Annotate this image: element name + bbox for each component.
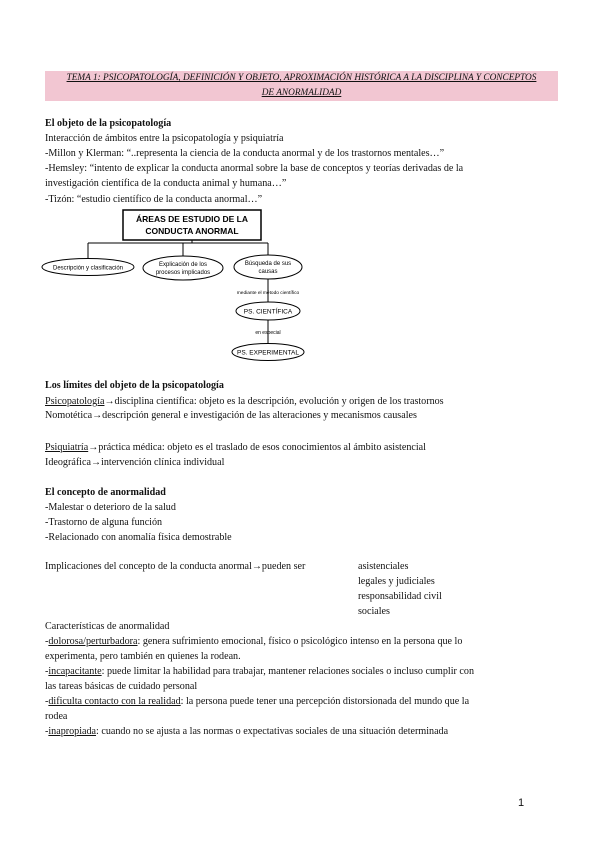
section-heading-limites: Los límites del objeto de la psicopatología (45, 380, 224, 391)
term-inapropiada: inapropiada (48, 726, 97, 737)
term-definition: : la persona puede tener una percepción distorsionada del mundo que la (180, 696, 470, 707)
text-line: experimenta, pero también en quienes la rodean. (45, 651, 241, 662)
term-dificulta-contacto: dificulta contacto con la realidad (48, 696, 181, 707)
diagram-node-explicacion (143, 256, 223, 280)
node-label: Explicación de los (158, 262, 208, 268)
diagram-title-line1: ÁREAS DE ESTUDIO DE LA (136, 214, 248, 224)
term-definition: : puede limitar la habilidad para trabajar, mantener relaciones sociales o incluso cumplir con (101, 666, 474, 677)
term-definition: : genera sufrimiento emocional, físico o psicológico intenso en la persona que lo (137, 636, 463, 647)
characteristic-line (45, 725, 448, 738)
implication-item: sociales (358, 606, 390, 617)
characteristic-line (45, 695, 469, 708)
areas-diagram (40, 207, 310, 367)
text-line: las tareas básicas de cuidado personal (45, 681, 198, 692)
page-title (45, 71, 558, 101)
term-definition: →práctica médica: objeto es el traslado de esos conocimientos al ámbito asistencial (88, 442, 426, 453)
edge-label: en especial (255, 330, 281, 336)
text-line: -Relacionado con anomalía física demostrable (45, 532, 232, 543)
diagram-node-busqueda (234, 255, 302, 279)
section-heading-caracteristicas: Características de anormalidad (45, 621, 170, 632)
page-number: 1 (518, 797, 525, 809)
text-line: -Hemsley: “intento de explicar la conducta anormal sobre la base de conceptos y teorías derivadas de la (45, 163, 464, 174)
node-label: PS. EXPERIMENTAL (236, 349, 300, 357)
node-label: procesos implicados (155, 270, 211, 276)
node-label: Búsqueda de sus (244, 261, 292, 267)
characteristic-line (45, 635, 462, 648)
term-dolorosa: dolorosa/perturbadora (48, 636, 138, 647)
dash: - (45, 726, 49, 737)
section-heading-concepto: El concepto de anormalidad (45, 487, 166, 498)
diagram-title-line2: CONDUCTA ANORMAL (145, 226, 239, 236)
term-incapacitante: incapacitante (48, 666, 102, 677)
text-line: Interacción de ámbitos entre la psicopatología y psiquiatría (45, 133, 284, 144)
term-definition: : cuando no se ajusta a las normas o expectativas sociales de una situación determinada (96, 726, 449, 737)
node-label: Descripción y clasificación (52, 265, 124, 272)
text-line: -Malestar o deterioro de la salud (45, 502, 176, 513)
dash: - (45, 666, 49, 677)
text-line: -Millon y Klerman: “..representa la ciencia de la conducta anormal y de los trastornos mentales…” (45, 148, 445, 159)
text-line: -Tizón: “estudio científico de la conducta anormal…” (45, 194, 263, 205)
dash: - (45, 636, 49, 647)
text-line: Nomotética→descripción general e investigación de las alteraciones y mecanismos causales (45, 410, 417, 421)
title-line-2: DE ANORMALIDAD (261, 88, 342, 98)
text-line: Ideográfica→intervención clínica individual (45, 457, 225, 468)
section-heading-objeto: El objeto de la psicopatología (45, 118, 172, 129)
implication-item: legales y judiciales (358, 576, 435, 587)
text-line: investigación científica de la conducta animal y humana…” (45, 178, 287, 189)
term-definition: →disciplina científica: objeto es la descripción, evolución y origen de los trastornos (104, 396, 444, 407)
node-label: causas (258, 269, 278, 275)
implication-item: asistenciales (358, 561, 409, 572)
text-line (45, 395, 444, 408)
text-line: -Trastorno de alguna función (45, 517, 163, 528)
text-line (45, 441, 426, 454)
implication-item: responsabilidad civil (358, 591, 442, 602)
implications-line: Implicaciones del concepto de la conducta anormal→pueden ser (45, 561, 306, 572)
term-psiquiatria: Psiquiatría (45, 442, 89, 453)
edge-label: mediante el método científico (236, 291, 300, 296)
term-psicopatologia: Psicopatología (45, 396, 105, 407)
dash: - (45, 696, 49, 707)
characteristic-line (45, 665, 474, 678)
node-label: PS. CIENTÍFICA (243, 308, 293, 316)
title-line-1: TEMA 1: PSICOPATOLOGÍA, DEFINICIÓN Y OBJETO, APROXIMACIÓN HISTÓRICA A LA DISCIPLINA Y CONCEPTOS (66, 73, 537, 83)
text-line: rodea (45, 711, 68, 722)
